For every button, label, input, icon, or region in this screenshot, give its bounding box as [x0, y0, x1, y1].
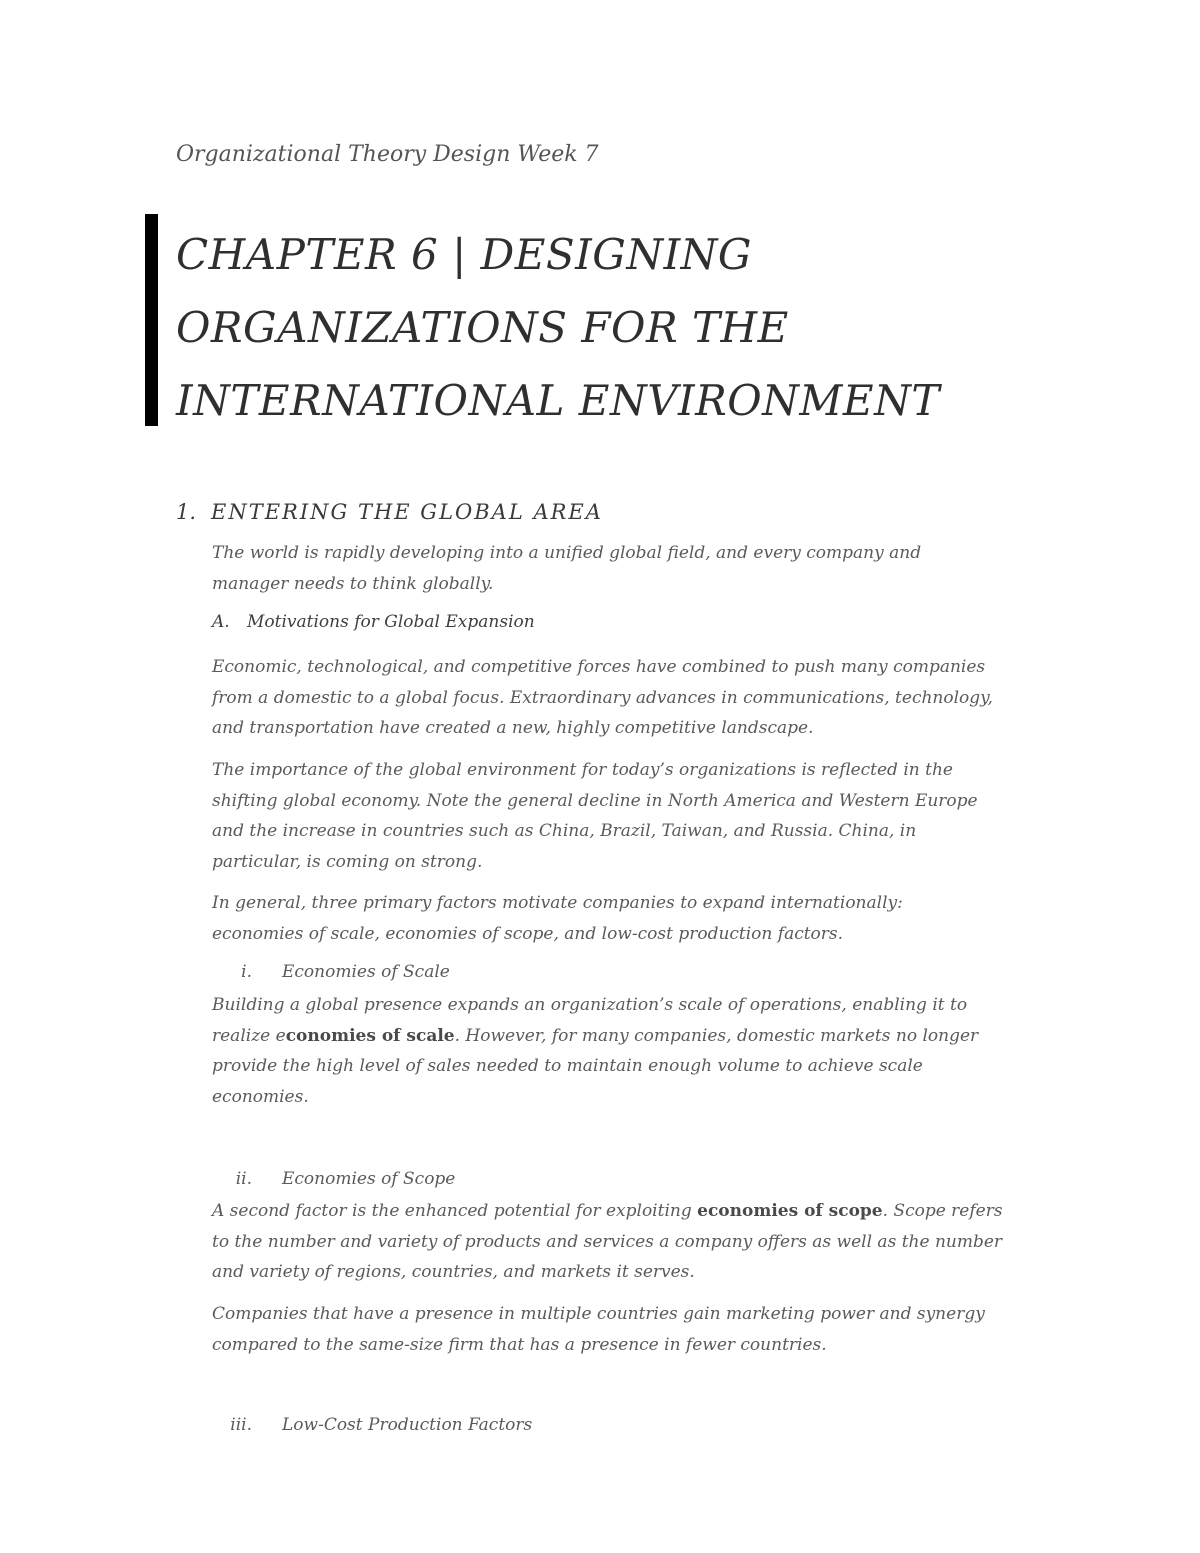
- paragraph-line: from a domestic to a global focus. Extraordinary advances in communications, technology,: [212, 687, 993, 708]
- paragraph-line: [212, 1196, 1042, 1227]
- section-number: 1.: [176, 500, 197, 524]
- paragraph-line: economies.: [212, 1086, 309, 1107]
- paragraph-line: manager needs to think globally.: [212, 573, 494, 594]
- paragraph-marketing-power: [212, 1299, 1042, 1360]
- text-span: A second factor is the enhanced potential for exploiting: [212, 1201, 698, 1221]
- paragraph-global-environment: [212, 755, 1042, 877]
- paragraph-line: and the increase in countries such as China, Brazil, Taiwan, and Russia. China, in: [212, 821, 917, 841]
- paragraph-line: Companies that have a presence in multiple countries gain marketing power and synergy: [212, 1304, 985, 1324]
- paragraph-line: and transportation have created a new, highly competitive landscape.: [212, 718, 814, 738]
- paragraph-line: provide the high level of sales needed to maintain enough volume to achieve scale: [212, 1056, 923, 1076]
- roman-numeral: iii.: [230, 1415, 252, 1435]
- chapter-title-line: CHAPTER 6 | DESIGNING: [176, 230, 752, 279]
- paragraph-line: compared to the same-size firm that has a presence in fewer countries.: [212, 1334, 827, 1355]
- paragraph-line: Economic, technological, and competitive forces have combined to push many companies: [212, 657, 986, 677]
- bold-term: conomies of scale: [285, 1025, 455, 1046]
- paragraph-economies-of-scope: [212, 1196, 1042, 1288]
- paragraph-three-factors: [212, 888, 1042, 949]
- paragraph-line: [212, 1021, 1042, 1052]
- document-subtitle: Organizational Theory Design Week 7: [176, 142, 599, 167]
- paragraph-line: particular, is coming on strong.: [212, 851, 483, 872]
- item-heading-text: Economies of Scope: [282, 1169, 456, 1189]
- bold-term: economies of scope: [697, 1201, 883, 1221]
- paragraph-line: and variety of regions, countries, and markets it serves.: [212, 1262, 695, 1282]
- paragraph-economies-of-scale: [212, 990, 1042, 1112]
- roman-numeral: ii.: [235, 1169, 252, 1189]
- title-accent-bar: [145, 214, 158, 426]
- section-heading: [176, 500, 603, 524]
- chapter-title-line: ORGANIZATIONS FOR THE: [176, 303, 789, 352]
- subsection-heading-text: Motivations for Global Expansion: [247, 612, 535, 632]
- text-span: realize e: [212, 1025, 286, 1046]
- text-span: . Scope refers: [882, 1201, 1003, 1221]
- paragraph-line: to the number and variety of products and services a company offers as well as the number: [212, 1231, 1003, 1252]
- paragraph-line: The world is rapidly developing into a unified global field, and every company and: [212, 543, 922, 563]
- section-heading-text: ENTERING THE GLOBAL AREA: [211, 500, 603, 524]
- roman-numeral: i.: [241, 962, 252, 982]
- paragraph-line: The importance of the global environment for today’s organizations is reflected in the: [212, 760, 953, 780]
- item-heading-text: Economies of Scale: [282, 962, 450, 982]
- paragraph-line: shifting global economy. Note the general decline in North America and Western Europe: [212, 790, 978, 811]
- subsection-letter: A.: [212, 612, 230, 632]
- paragraph-line: Building a global presence expands an organization’s scale of operations, enabling it to: [212, 995, 968, 1015]
- paragraph-line: economies of scale, economies of scope, and low-cost production factors.: [212, 923, 844, 944]
- text-span: . However, for many companies, domestic markets no longer: [454, 1025, 979, 1046]
- chapter-title: [176, 218, 940, 437]
- section-intro-paragraph: [212, 538, 1042, 599]
- subsection-heading: [212, 612, 535, 632]
- item-heading-text: Low-Cost Production Factors: [282, 1415, 533, 1435]
- paragraph-line: In general, three primary factors motivate companies to expand internationally:: [212, 893, 903, 913]
- paragraph-forces: [212, 652, 1042, 744]
- chapter-title-line: INTERNATIONAL ENVIRONMENT: [176, 376, 940, 425]
